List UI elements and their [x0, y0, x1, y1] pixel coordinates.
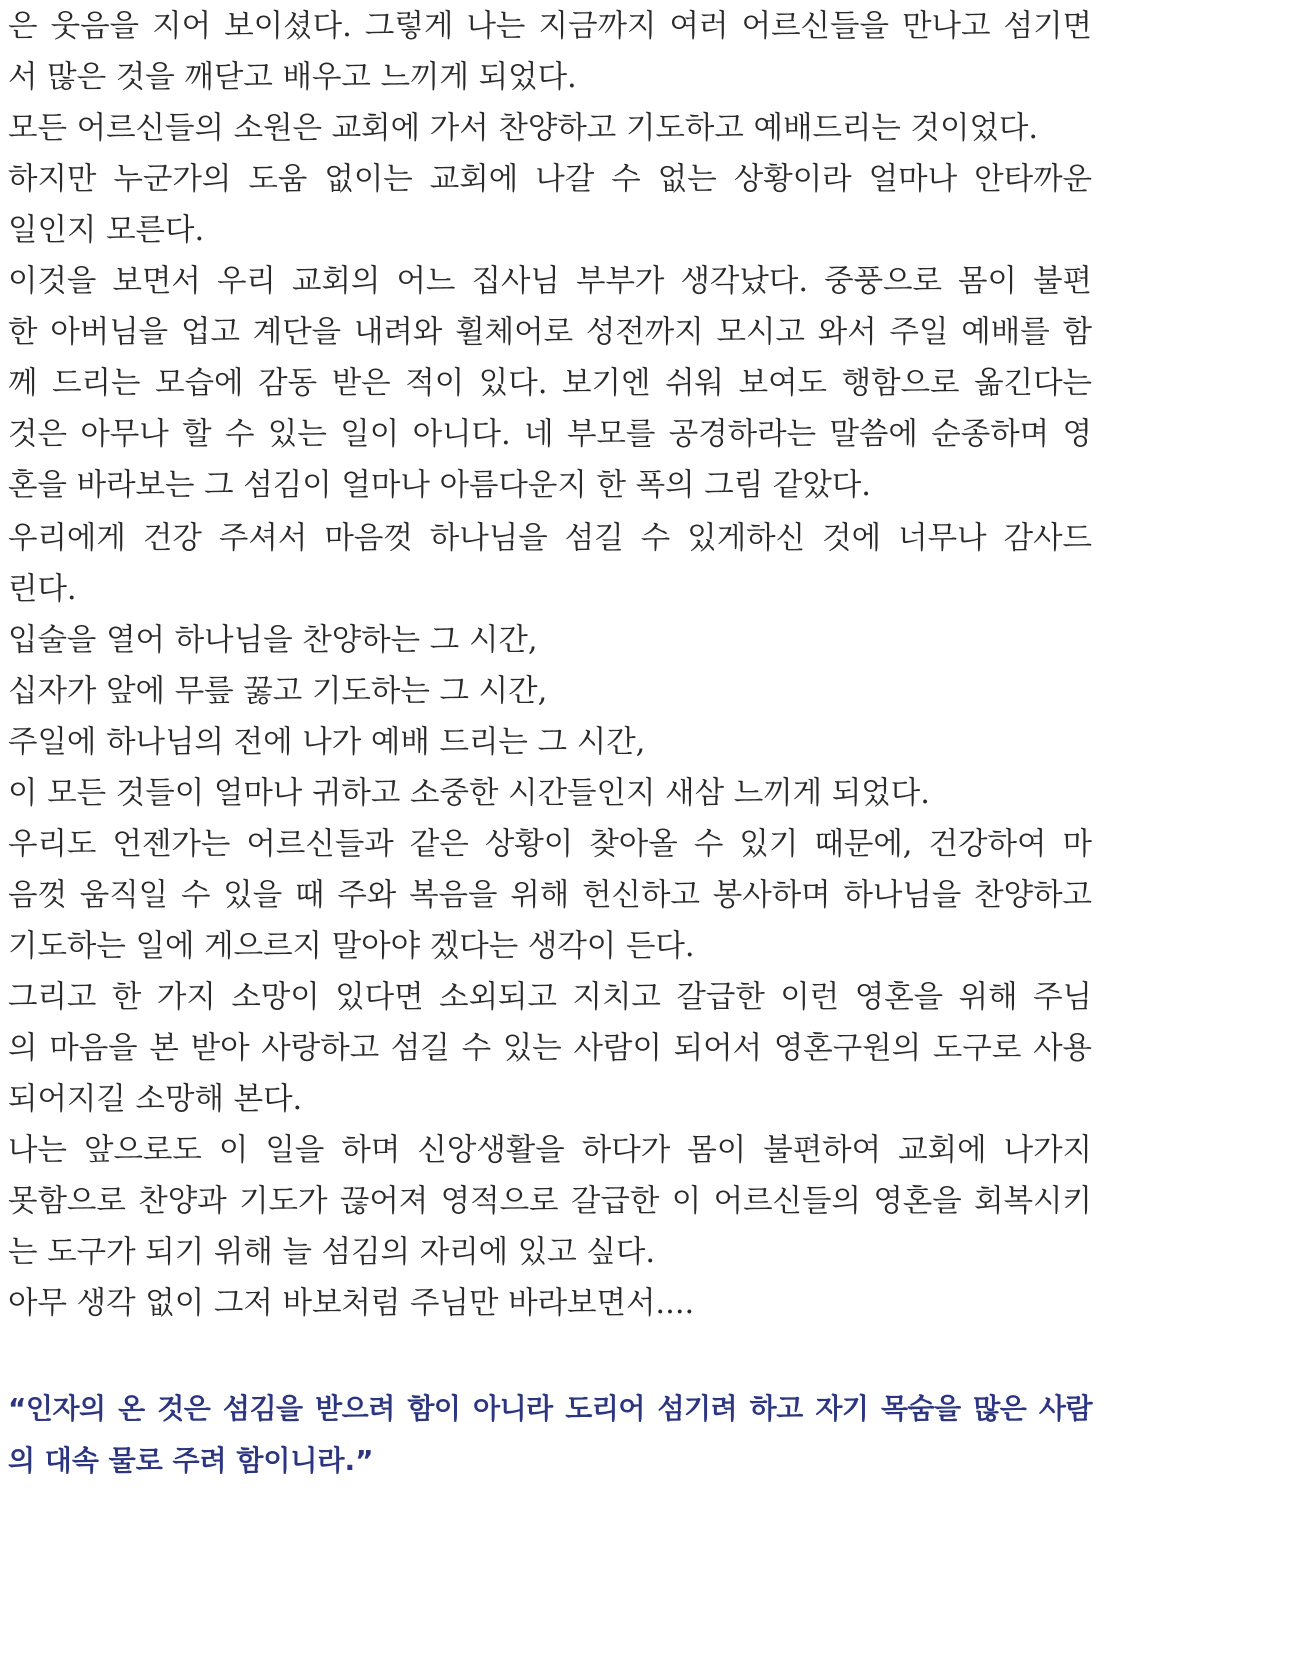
scripture-quote-line: “인자의 온 것은 섬김을 받으려 함이 아니라 도리어 섬기려 하고 자기 목숨을 많은 사람 — [8, 1392, 1092, 1425]
body-line: 기도하는 일에 게으르지 말아야 겠다는 생각이 든다. — [8, 929, 695, 964]
body-line: 그리고 한 가지 소망이 있다면 소외되고 지치고 갈급한 이런 영혼을 위해 주님 — [8, 980, 1092, 1015]
body-line: 되어지길 소망해 본다. — [8, 1082, 303, 1117]
body-line: 못함으로 찬양과 기도가 끊어져 영적으로 갈급한 이 어르신들의 영혼을 회복시키 — [8, 1184, 1092, 1219]
body-line: 음껏 움직일 수 있을 때 주와 복음을 위해 헌신하고 봉사하며 하나님을 찬양하고 — [8, 878, 1092, 913]
body-line: 의 마음을 본 받아 사랑하고 섬길 수 있는 사람이 되어서 영혼구원의 도구로 사용 — [8, 1031, 1092, 1066]
body-line: 것은 아무나 할 수 있는 일이 아니다. 네 부모를 공경하라는 말씀에 순종하며 영 — [8, 417, 1092, 452]
body-line: 나는 앞으로도 이 일을 하며 신앙생활을 하다가 몸이 불편하여 교회에 나가지 — [8, 1133, 1092, 1168]
body-line: 입술을 열어 하나님을 찬양하는 그 시간, — [8, 623, 538, 658]
body-line: 께 드리는 모습에 감동 받은 적이 있다. 보기엔 쉬워 보여도 행함으로 옮긴다는 — [8, 366, 1092, 401]
body-line: 린다. — [8, 572, 77, 607]
body-line: 이 모든 것들이 얼마나 귀하고 소중한 시간들인지 새삼 느끼게 되었다. — [8, 776, 930, 811]
body-line: 은 웃음을 지어 보이셨다. 그렇게 나는 지금까지 여러 어르신들을 만나고 섬기면 — [8, 9, 1092, 44]
body-line: 한 아버님을 업고 계단을 내려와 휠체어로 성전까지 모시고 와서 주일 예배를 함 — [8, 315, 1092, 350]
body-line: 아무 생각 없이 그저 바보처럼 주님만 바라보면서.... — [8, 1286, 695, 1321]
body-line: 모든 어르신들의 소원은 교회에 가서 찬양하고 기도하고 예배드리는 것이었다. — [8, 111, 1039, 146]
body-line: 는 도구가 되기 위해 늘 섬김의 자리에 있고 싶다. — [8, 1235, 656, 1270]
body-line: 우리도 언젠가는 어르신들과 같은 상황이 찾아올 수 있기 때문에, 건강하여 마 — [8, 827, 1092, 862]
body-line: 이것을 보면서 우리 교회의 어느 집사님 부부가 생각났다. 중풍으로 몸이 불편 — [8, 264, 1092, 299]
body-line: 십자가 앞에 무릎 꿇고 기도하는 그 시간, — [8, 674, 548, 709]
body-line: 혼을 바라보는 그 섬김이 얼마나 아름다운지 한 폭의 그림 같았다. — [8, 468, 871, 503]
body-line: 하지만 누군가의 도움 없이는 교회에 나갈 수 없는 상황이라 얼마나 안타까운 — [8, 162, 1092, 197]
body-line: 서 많은 것을 깨닫고 배우고 느끼게 되었다. — [8, 60, 577, 95]
body-line: 주일에 하나님의 전에 나가 예배 드리는 그 시간, — [8, 725, 646, 760]
body-line: 우리에게 건강 주셔서 마음껏 하나님을 섬길 수 있게하신 것에 너무나 감사드 — [8, 521, 1092, 556]
body-line: 일인지 모른다. — [8, 213, 205, 248]
scripture-quote-line: 의 대속 물로 주려 함이니라.” — [8, 1444, 374, 1477]
